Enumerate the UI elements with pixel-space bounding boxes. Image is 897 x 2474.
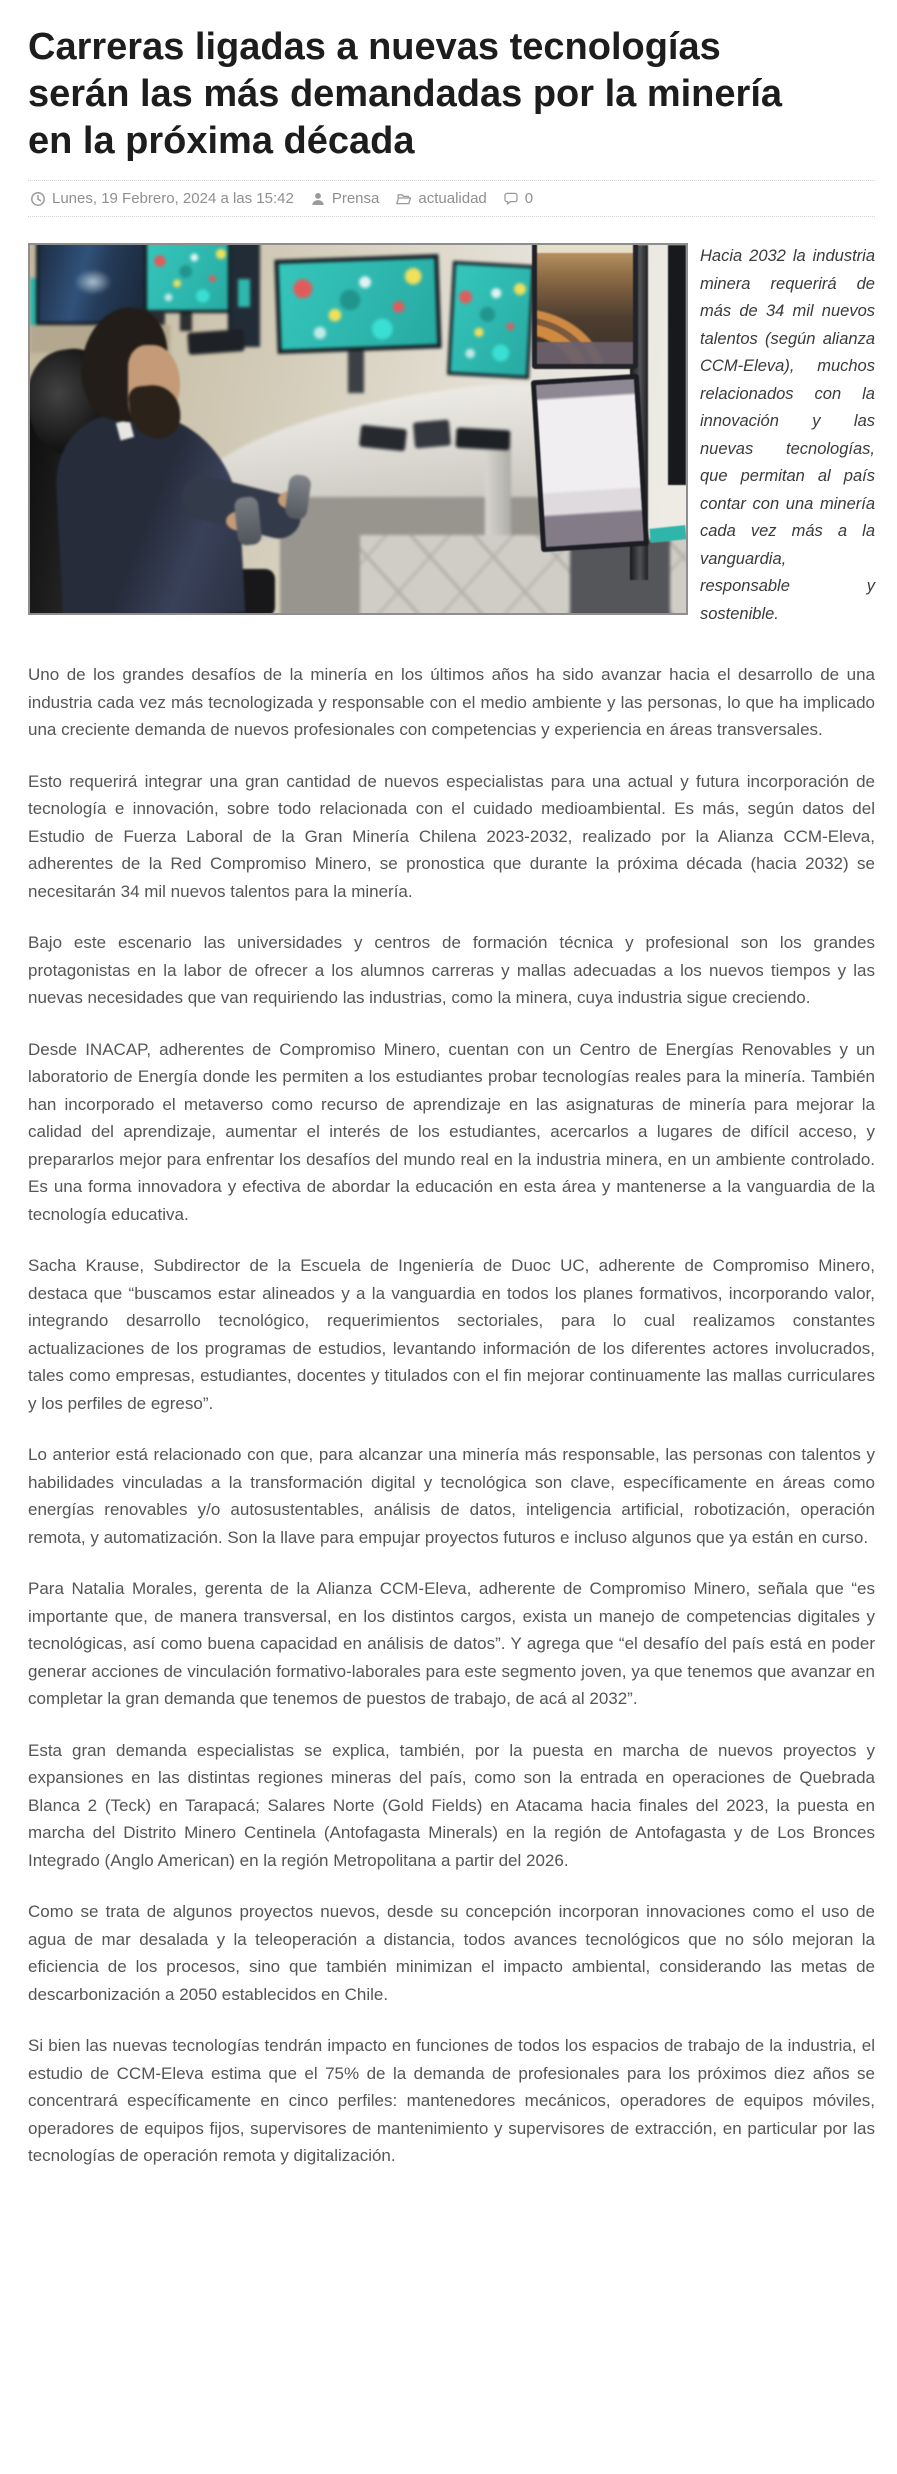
page-title: Carreras ligadas a nuevas tecnologías serán las más demandadas por la minería en la próxima década — [28, 26, 783, 162]
comment-icon — [503, 191, 519, 207]
article-paragraph: Lo anterior está relacionado con que, para alcanzar una minería más responsable, las personas con talentos y habilidades vinculadas a la transformación digital y tecnológica son clave, específicamente en áreas como energías renovables y/o autosustentables, análisis de datos, inteligencia artificial, robotización, operación remota, y automatización. Son la llave para empujar proyectos futuros e incluso algunos que ya están en curso. — [28, 1445, 875, 1547]
meta-comments-count: 0 — [524, 190, 534, 207]
right-monitor-stack — [30, 245, 686, 613]
mine-view-monitor-graphic — [532, 243, 638, 369]
clock-icon — [30, 191, 46, 207]
pale-monitor-graphic — [531, 374, 649, 552]
article-paragraph: Uno de los grandes desafíos de la minería en los últimos años ha sido avanzar hacia el desarrollo de una industria cada vez más tecnologizada y responsable con el medio ambiente y las personas, lo que ha implicado una creciente demanda de nuevos profesionales con competencias y experiencia en áreas transversales. — [28, 665, 875, 739]
article-paragraph: Esto requerirá integrar una gran cantidad de nuevos especialistas para una actual y futura incorporación de tecnología e innovación, sobre todo relacionada con el cuidado medioambiental. Es más, según datos del Estudio de Fuerza Laboral de la Gran Minería Chilena 2023-2032, realizado por la Alianza CCM-Eleva, adherentes de la Red Compromiso Minero, se pronostica que durante la próxima década (hacia 2032) se necesitarán 34 mil nuevos talentos para la minería. — [28, 771, 875, 901]
article-photo — [28, 243, 688, 615]
article-paragraph: Si bien las nuevas tecnologías tendrán impacto en funciones de todos los espacios de trabajo de la industria, el estudio de CCM-Eleva estima que el 75% de la demanda de profesionales para los próximos diez años se concentrará específicamente en cinco perfiles: mantenedores mecánicos, operadores de equipos móviles, operadores de equipos fijos, supervisores de mantenimiento y supervisores de extracción, en particular por las tecnologías de operación remota y digitalización. — [28, 2036, 875, 2165]
article-lead — [28, 243, 875, 628]
meta-category[interactable] — [395, 190, 486, 207]
article-paragraph: Esta gran demanda especialistas se explica, también, por la puesta en marcha de nuevos proyectos y expansiones en las distintas regiones mineras del país, como son la entrada en operaciones de Quebrada Blanca 2 (Teck) en Tarapacá; Salares Norte (Gold Fields) en Atacama hacia finales del 2023, la puesta en marcha del Distrito Minero Centinela (Antofagasta Minerals) en la región de Antofagasta y de Los Bronces Integrado (Anglo American) en la región Metropolitana a partir del 2026. — [28, 1740, 875, 1870]
wall-strip-graphic — [668, 245, 686, 485]
meta-date — [30, 190, 294, 207]
article-paragraph: Sacha Krause, Subdirector de la Escuela de Ingeniería de Duoc UC, adherente de Compromiso Minero, destaca que “buscamos estar alineados y a la vanguardia en todos los planes formativos, incorporando valor, integrando desarrollo tecnológico, requerimientos sectoriales, para lo cual realizamos constantes actualizaciones de los programas de estudios, levantando información de los diferentes actores involucrados, tales como empresas, estudiantes, docentes y titulados con el fin mejorar continuamente las mallas curriculares y los perfiles de egreso”. — [28, 1256, 875, 1413]
article-paragraph: Desde INACAP, adherentes de Compromiso Minero, cuentan con un Centro de Energías Renovables y un laboratorio de Energía donde les permiten a los estudiantes probar tecnologías reales para la minería. También han incorporado el metaverso como recurso de aprendizaje en las asignaturas de minería para mejorar la calidad del aprendizaje, aumentar el interés de los estudiantes, acercarlos a lugares de difícil acceso, y prepararlos mejor para enfrentar los desafíos del mundo real en la industria minera, en un ambiente controlado. Es una forma innovadora y efectiva de abordar la educación en esta área y mantenerse a la vanguardia de la tecnología educativa. — [28, 1039, 875, 1224]
meta-category-label: actualidad — [418, 190, 487, 207]
article-paragraph: Bajo este escenario las universidades y centros de formación técnica y profesional son los grandes protagonistas en la labor de ofrecer a los alumnos carreras y mallas adecuadas a los nuevos tiempos y las nuevas necesidades que van requiriendo las industrias, como la minera, cuya industria sigue creciendo. — [28, 933, 875, 1007]
lead-text: Hacia 2032 la industria minera requerirá de más de 34 mil nuevos talentos (según alianza CCM-Eleva), muchos relacionados con la innovación y las nuevas tecnologías, que permitan al país contar con una minería cada vez más a la vanguardia, responsable y sostenible. — [700, 247, 875, 623]
folder-icon — [395, 191, 412, 207]
meta-author-label: Prensa — [331, 190, 380, 207]
article-paragraph: Para Natalia Morales, gerenta de la Alianza CCM-Eleva, adherente de Compromiso Minero, señala que “es importante que, de manera transversal, en los distintos cargos, exista un manejo de competencias digitales y tecnológicas, así como buena capacidad en análisis de datos”. Y agrega que “el desafío del país está en poder generar acciones de vinculación formativo-laborales para este segmento joven, ya que tenemos que avanzar en completar la gran demanda que tenemos de puestos de trabajo, de acá al 2032”. — [28, 1579, 875, 1708]
meta-comments[interactable] — [503, 190, 533, 207]
meta-author[interactable] — [310, 190, 380, 207]
meta-date-label: Lunes, 19 Febrero, 2024 a las 15:42 — [52, 190, 294, 207]
teal-object-graphic — [649, 525, 686, 543]
article-paragraph: Como se trata de algunos proyectos nuevos, desde su concepción incorporan innovaciones como el uso de agua de mar desalada y la teleoperación a distancia, todos avances tecnológicos que no sólo mejoran la eficiencia de los procesos, sino que también minimizan el impacto ambiental, considerando las metas de descarbonización a 2050 establecidos en Chile. — [28, 1902, 875, 2004]
article-meta-bar — [28, 180, 875, 217]
user-icon — [310, 191, 326, 207]
